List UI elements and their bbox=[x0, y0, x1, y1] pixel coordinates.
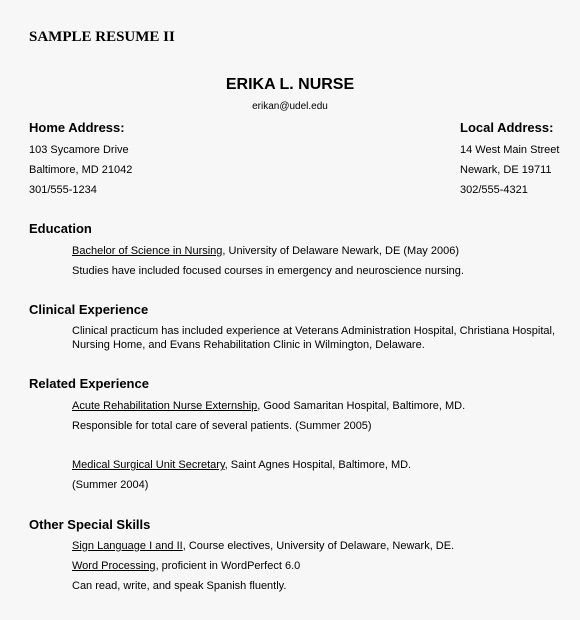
local-phone: 302/555-4321 bbox=[460, 184, 528, 196]
job-1-title: Acute Rehabilitation Nurse Externship bbox=[72, 400, 258, 412]
job-1-employer: , Good Samaritan Hospital, Baltimore, MD. bbox=[257, 400, 466, 412]
local-address-label: Local Address: bbox=[460, 120, 554, 135]
home-street: 103 Sycamore Drive bbox=[29, 144, 129, 156]
clinical-section bbox=[29, 302, 569, 352]
skill-1 bbox=[72, 539, 569, 553]
related-job-2-detail: (Summer 2004) bbox=[72, 479, 149, 491]
document-title: SAMPLE RESUME II bbox=[29, 29, 175, 45]
education-section bbox=[29, 221, 569, 278]
skills-title: Other Special Skills bbox=[29, 517, 151, 532]
local-address-block bbox=[460, 120, 559, 202]
clinical-title: Clinical Experience bbox=[29, 302, 149, 317]
skills-section bbox=[29, 517, 569, 593]
skill-1-name: Sign Language I and II bbox=[72, 540, 183, 552]
education-studies: Studies have included focused courses in emergency and neuroscience nursing. bbox=[72, 265, 464, 277]
degree-name: Bachelor of Science in Nursing bbox=[72, 245, 223, 257]
home-address-block bbox=[29, 120, 132, 202]
skill-2 bbox=[72, 559, 569, 573]
skill-2-details: , proficient in WordPerfect 6.0 bbox=[155, 560, 301, 572]
degree-details: , University of Delaware Newark, DE (May 2006) bbox=[222, 245, 459, 257]
related-section bbox=[29, 376, 569, 492]
home-address-label: Home Address: bbox=[29, 120, 125, 135]
skill-2-name: Word Processing bbox=[72, 560, 156, 572]
job-2-employer: , Saint Agnes Hospital, Baltimore, MD. bbox=[224, 459, 412, 471]
related-title: Related Experience bbox=[29, 376, 149, 391]
related-job-1 bbox=[72, 399, 569, 413]
skill-3: Can read, write, and speak Spanish fluently. bbox=[72, 580, 287, 592]
candidate-email: erikan@udel.edu bbox=[252, 101, 328, 112]
job-2-title: Medical Surgical Unit Secretary bbox=[72, 459, 225, 471]
local-street: 14 West Main Street bbox=[460, 144, 560, 156]
candidate-name: ERIKA L. NURSE bbox=[225, 76, 355, 93]
education-degree bbox=[72, 244, 569, 258]
related-job-2 bbox=[72, 458, 569, 472]
related-job-1-detail: Responsible for total care of several patients. (Summer 2005) bbox=[72, 420, 372, 432]
home-city: Baltimore, MD 21042 bbox=[29, 164, 133, 176]
clinical-line-1: Clinical practicum has included experience at Veterans Administration Hospital, Christiana Hospital, bbox=[72, 325, 556, 337]
education-title: Education bbox=[29, 221, 92, 236]
clinical-line-2: Nursing Home, and Evans Rehabilitation Clinic in Wilmington, Delaware. bbox=[72, 339, 425, 351]
local-city: Newark, DE 19711 bbox=[460, 164, 552, 176]
home-phone: 301/555-1234 bbox=[29, 184, 97, 196]
skill-1-details: , Course electives, University of Delaware, Newark, DE. bbox=[182, 540, 455, 552]
